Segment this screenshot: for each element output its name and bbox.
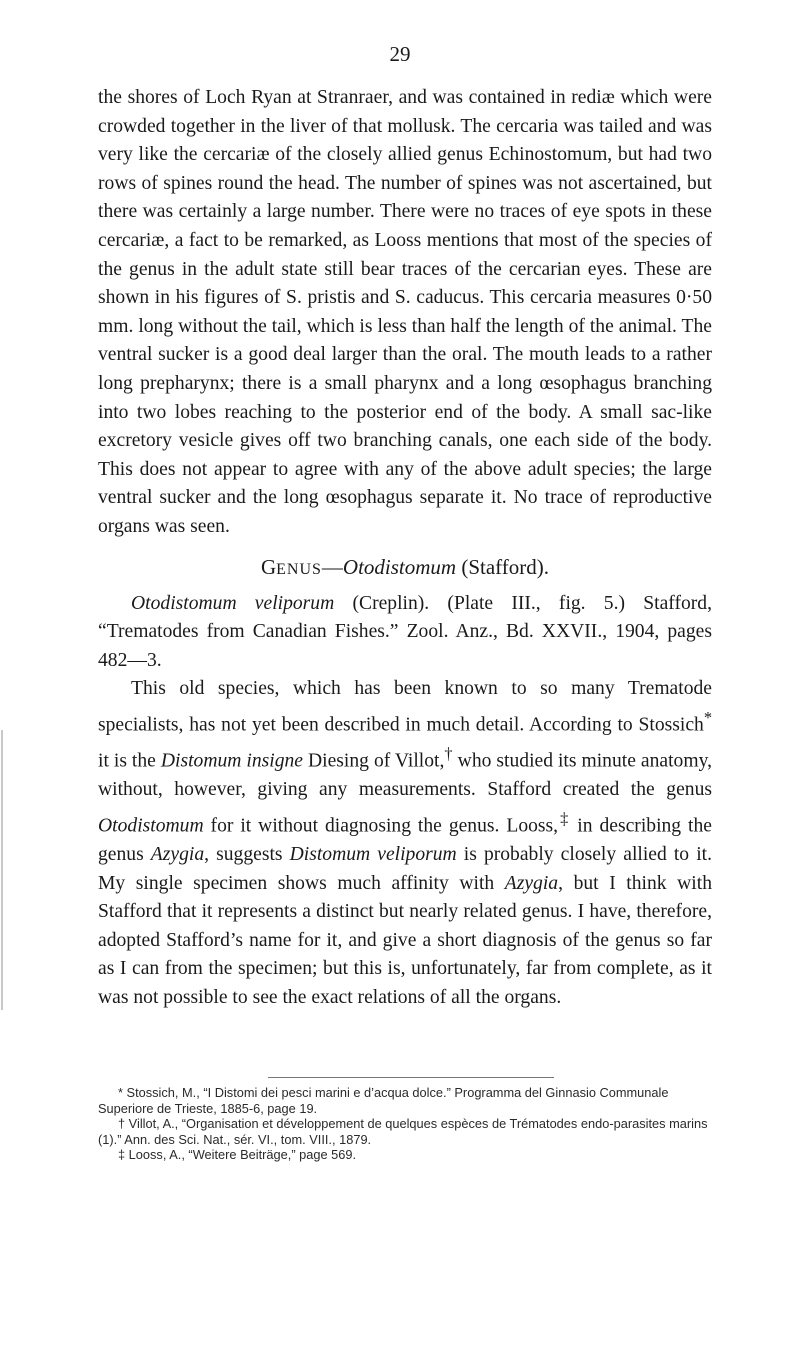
heading-dash: —: [321, 555, 343, 579]
footnote-ref-dagger: †: [444, 744, 453, 764]
desc-text: Diesing of Villot,: [303, 750, 445, 772]
italic-taxon: Azygia: [150, 843, 205, 865]
species-name: Otodistomum veliporum: [131, 592, 335, 614]
genus-name: Otodistomum: [342, 555, 457, 579]
footnote-divider: [268, 1077, 554, 1078]
desc-text: it is the: [98, 750, 161, 772]
desc-text: who studied its minute anatomy, without, however, giving any measurements. Stafford created the genus: [98, 750, 712, 801]
desc-text: , but I think with Stafford that it represents a distinct but nearly related genus. I have, therefore, adopted Stafford’s name for it, and give a short diagnosis of the genus so far as I can from the specimen; but this is, unfortunately, far from complete, as it was not possible to see the exact relations of all the organs.: [98, 872, 712, 1008]
species-reference: [98, 590, 712, 676]
scan-edge-mark: [1, 730, 3, 1010]
desc-text: , suggests: [204, 843, 290, 865]
italic-taxon: Azygia: [504, 872, 559, 894]
reference-text: (Creplin). (Plate III., fig. 5.) Stafford, “Trematodes from Canadian Fishes.” Zool. Anz., Bd. XXVII., 1904, pages 482—3.: [98, 592, 712, 671]
desc-text: in describing the genus: [98, 815, 712, 865]
desc-text: This old species, which has been known to so many Trematode specialists, has not yet been described in much detail. According to Stossich: [98, 678, 712, 736]
footnote-villot: † Villot, A., “Organisation et développement de quelques espèces de Trématodes endo-parasites marins (1).” Ann. des Sci. Nat., sér. VI., tom. VIII., 1879.: [98, 1116, 708, 1147]
footnote-ref-double-dagger: ‡: [558, 808, 571, 828]
italic-taxon: Distomum insigne: [160, 750, 304, 772]
footnote-stossich: * Stossich, M., “I Distomi dei pesci marini e d’acqua dolce.” Programma del Ginnasio Communale Superiore de Trieste, 1885-6, page 19.: [98, 1085, 669, 1116]
page-number: 29: [389, 42, 411, 66]
paragraph-text: the shores of Loch Ryan at Stranraer, and was contained in rediæ which were crowded together in the liver of that mollusk. The cercaria was tailed and was very like the cercariæ of the closely allied genus Echinostomum, but had two rows of spines round the head. The number of spines was not ascertained, but there was certainly a large number. There were no traces of eye spots in these cercariæ, a fact to be remarked, as Looss mentions that most of the species of the genus in the adult state still bear traces of the cercarian eyes. These are shown in his figures of S. pristis and S. caducus. This cercaria measures 0·50 mm. long without the tail, which is less than half the length of the animal. The ventral sucker is a good deal larger than the oral. The mouth leads to a rather long prepharynx; there is a small pharynx and a long œsophagus branching into two lobes reaching to the posterior end of the body. A small sac-like excretory vesicle gives off two branching canals, one each side of the body. This does not appear to agree with any of the above adult species; the large ventral sucker and the long œsophagus separate it. No trace of reproductive organs was seen.: [98, 87, 712, 537]
heading-author: (Stafford).: [456, 555, 550, 579]
footnotes: [98, 1085, 712, 1163]
desc-text: is probably closely allied to it. My single specimen shows much affinity with: [98, 843, 712, 894]
genus-section: [98, 553, 712, 1013]
heading-initial: G: [260, 555, 277, 579]
italic-taxon: Otodistomum: [98, 815, 204, 837]
footnote-looss: ‡ Looss, A., “Weitere Beiträge,” page 569.: [118, 1147, 357, 1163]
desc-text: for it without diagnosing the genus. Looss,: [203, 815, 559, 837]
italic-taxon: Distomum veliporum: [289, 843, 457, 865]
footnote-ref-star: *: [703, 707, 712, 727]
genus-heading: [98, 553, 712, 585]
species-description: [98, 675, 712, 1012]
heading-smallcaps: ENUS: [276, 561, 322, 578]
body-paragraph-continued: [98, 84, 712, 542]
